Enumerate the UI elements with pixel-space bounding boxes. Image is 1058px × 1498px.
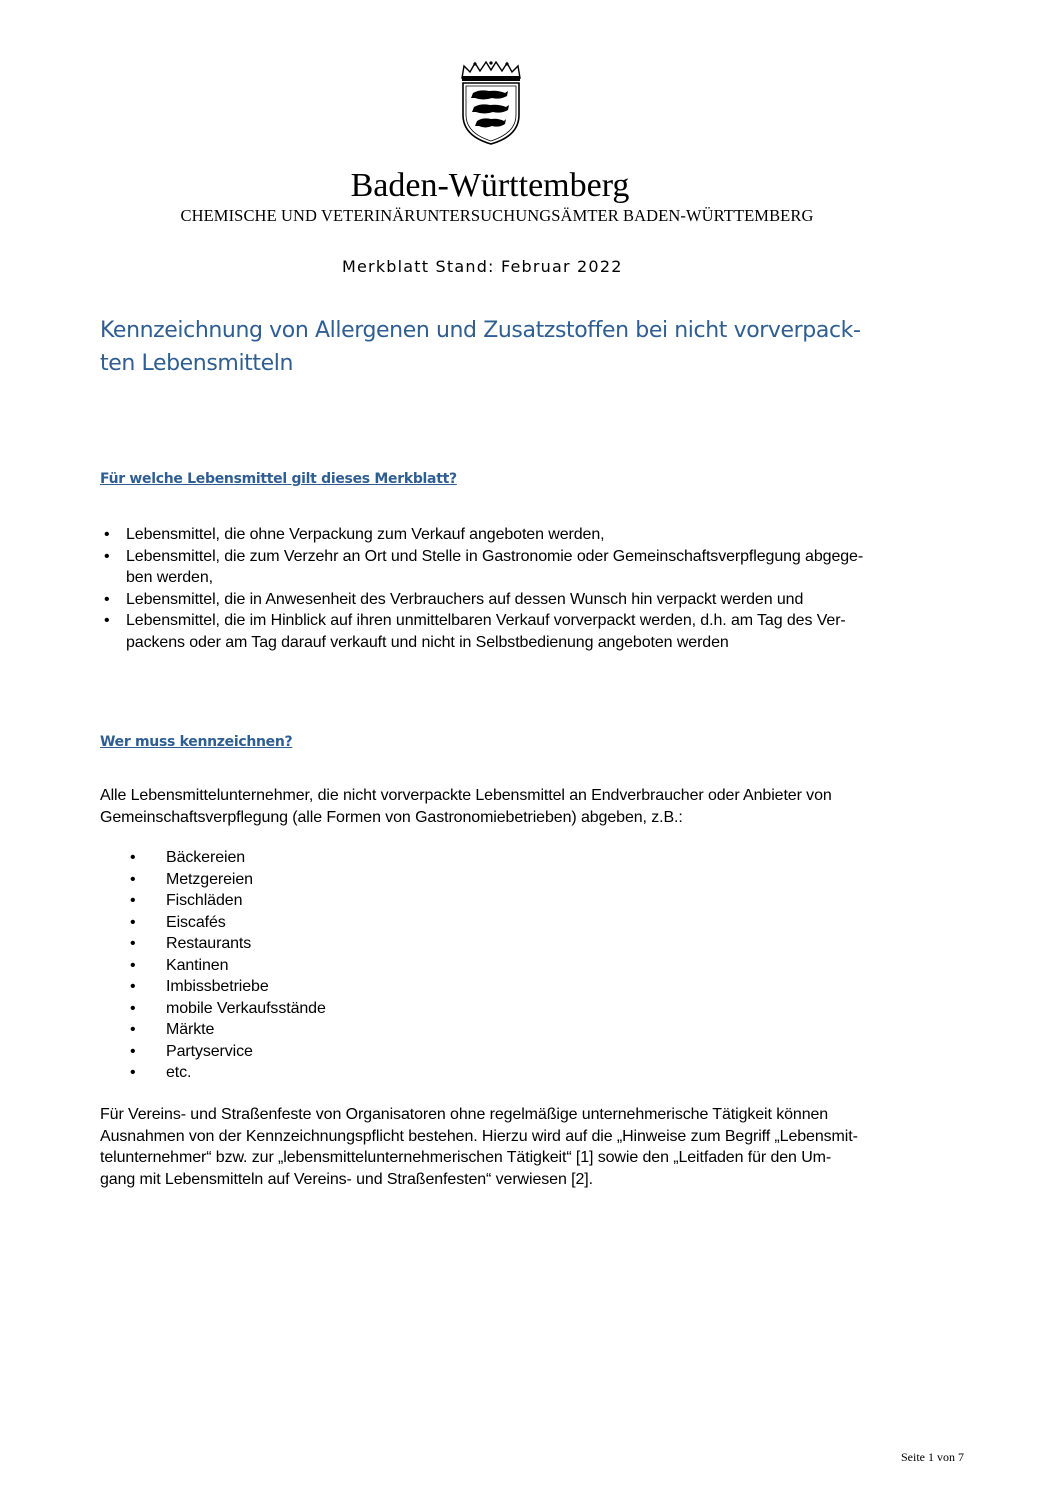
bullet-icon: • (130, 978, 136, 995)
document-date: Merkblatt Stand: Februar 2022 (342, 257, 623, 276)
list-item: • Lebensmittel, die im Hinblick auf ihren unmittelbaren Verkauf vorverpackt werden, d.h. am Tag des Ver- packens oder am Tag darauf verkauft und nicht in Selbstbedienung angeboten werden (104, 612, 846, 651)
coat-of-arms-icon (456, 60, 526, 146)
bullet-icon: • (130, 849, 136, 866)
page-number: Seite 1 von 7 (901, 1450, 964, 1464)
list-item: • Restaurants (130, 933, 326, 955)
list-item: • Bäckereien (130, 847, 326, 869)
closing-paragraph: Für Vereins- und Straßenfeste von Organisatoren ohne regelmäßige unternehmerische Tätigkeit können Ausnahmen von der Kennzeichnungspflicht bestehen. Hierzu wird auf die „Hinweise zum Begriff „Lebensmit- telunternehmer“ bzw. zur „lebensmittelunternehmerischen Tätigkeit“ [1] sowie den „Leitfaden für den Um- gang mit Lebensmitteln auf Vereins- und Straßenfesten“ verwiesen [2]. (100, 1106, 858, 1188)
title-line: ten Lebensmitteln (100, 351, 293, 376)
bullet-icon: • (130, 892, 136, 909)
examples-list (130, 847, 326, 1084)
list-item: • Eiscafés (130, 912, 326, 934)
bullet-icon: • (130, 935, 136, 952)
bullet-icon: • (130, 1042, 136, 1060)
bullet-icon: • (104, 590, 110, 608)
list-item: • etc. (130, 1062, 326, 1084)
authority-name: CHEMISCHE UND VETERINÄRUNTERSUCHUNGSÄMTER BADEN-WÜRTTEMBERG (180, 206, 814, 225)
list-item: • mobile Verkaufsstände (130, 998, 326, 1020)
bullet-icon: • (104, 612, 110, 629)
list-item: • Kantinen (130, 955, 326, 977)
title-line: Kennzeichnung von Allergenen und Zusatzstoffen bei nicht vorverpack- (100, 318, 861, 343)
list-item: • Lebensmittel, die zum Verzehr an Ort und Stelle in Gastronomie oder Gemeinschaftsverpflegung abgege- ben werden, (104, 547, 864, 586)
intro-paragraph: Alle Lebensmittelunternehmer, die nicht vorverpackte Lebensmittel an Endverbraucher oder Anbieter von Gemeinschaftsverpflegung (alle Formen von Gastronomiebetrieben) abgeben, z.B.: (100, 787, 832, 826)
state-name: Baden-Württemberg (350, 167, 630, 204)
scope-list (100, 524, 980, 653)
section-heading-who: Wer muss kennzeichnen? (100, 734, 293, 750)
list-item: • Märkte (130, 1019, 326, 1041)
list-item: • Lebensmittel, die in Anwesenheit des Verbrauchers auf dessen Wunsch hin verpackt werden und (100, 589, 980, 611)
bullet-icon: • (130, 913, 136, 931)
list-item: • Lebensmittel, die ohne Verpackung zum Verkauf angeboten werden, (100, 524, 980, 546)
section-heading-scope: Für welche Lebensmittel gilt dieses Merkblatt? (100, 471, 457, 487)
bullet-icon: • (130, 1064, 136, 1081)
bullet-icon: • (104, 547, 110, 565)
bullet-icon: • (130, 870, 136, 888)
list-item: • Fischläden (130, 890, 326, 912)
list-item: • Partyservice (130, 1041, 326, 1063)
bullet-icon: • (130, 999, 136, 1017)
bullet-icon: • (130, 956, 136, 974)
list-item: • Imbissbetriebe (130, 976, 326, 998)
list-item: • Metzgereien (130, 869, 326, 891)
bullet-icon: • (104, 526, 110, 543)
bullet-icon: • (130, 1021, 136, 1038)
document-title (100, 314, 960, 380)
